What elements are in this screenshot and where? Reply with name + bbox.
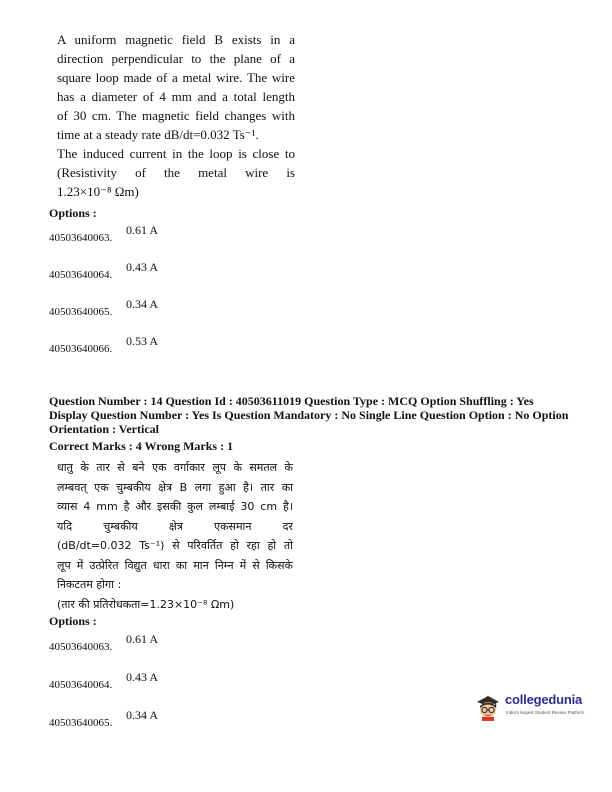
question-line: लम्बवत् एक चुम्बकीय क्षेत्र B लगा हुआ है। तार का — [57, 480, 293, 494]
question-line: (तार की प्रतिरोधकता=1.23×10⁻⁸ Ωm) — [57, 597, 235, 611]
question-line: व्यास 4 mm है और इसकी कुल लम्बाई 30 cm है। — [57, 500, 293, 513]
question-line: of 30 cm. The magnetic field changes with — [57, 108, 295, 123]
brand-name: collegedunia — [505, 692, 583, 707]
meta-line: Orientation : Vertical — [49, 422, 159, 436]
question-text-english — [57, 30, 295, 201]
marks-line: Correct Marks : 4 Wrong Marks : 1 — [49, 439, 234, 453]
question-metadata — [49, 394, 589, 453]
question-line: यदि चुम्बकीय क्षेत्र एकसमान दर — [57, 519, 293, 533]
question-line: 1.23×10⁻⁸ Ωm) — [57, 184, 139, 199]
option-value: 0.34 A — [126, 297, 159, 311]
option-item[interactable] — [49, 632, 159, 653]
question-line: has a diameter of 4 mm and a total length — [57, 89, 295, 104]
question-text-hindi — [57, 458, 293, 614]
option-item[interactable] — [49, 708, 159, 729]
option-item[interactable] — [49, 297, 159, 318]
question-line: धातु के तार से बने एक वर्गाकार लूप के समतल के — [57, 461, 293, 474]
question-line: A uniform magnetic field B exists in a — [57, 32, 295, 47]
question-line: The induced current in the loop is close to — [57, 146, 295, 161]
option-item[interactable] — [49, 223, 159, 244]
options-heading: Options : — [49, 206, 97, 220]
brand-tagline: India's largest Student Review Platform — [506, 710, 585, 715]
options-heading: Options : — [49, 614, 97, 628]
option-id: 40503640064. — [49, 679, 113, 691]
option-value: 0.43 A — [126, 260, 159, 274]
collegedunia-logo — [474, 689, 594, 725]
student-mascot-icon — [474, 693, 502, 721]
question-line: time at a steady rate dB/dt=0.032 Ts⁻¹. — [57, 127, 259, 142]
option-item[interactable] — [49, 260, 159, 281]
option-value: 0.53 A — [126, 334, 159, 348]
meta-line: Display Question Number : Yes Is Question Mandatory : No Single Line Question Option : No Option — [49, 408, 569, 422]
option-value: 0.61 A — [126, 632, 159, 646]
option-value: 0.61 A — [126, 223, 159, 237]
option-id: 40503640065. — [49, 306, 113, 318]
option-id: 40503640066. — [49, 343, 113, 355]
question-line: direction perpendicular to the plane of a — [57, 51, 295, 66]
option-id: 40503640063. — [49, 641, 113, 653]
question-line: (dB/dt=0.032 Ts⁻¹) से परिवर्तित हो रहा हो तो — [57, 539, 293, 552]
option-id: 40503640064. — [49, 269, 113, 281]
option-item[interactable] — [49, 334, 159, 355]
question-line: (Resistivity of the metal wire is — [57, 165, 295, 180]
option-item[interactable] — [49, 670, 159, 691]
option-value: 0.43 A — [126, 670, 159, 684]
question-line: लूप में उत्प्रेरित विद्युत धारा का मान निम्न में से किसके — [57, 558, 293, 572]
meta-line: Question Number : 14 Question Id : 40503611019 Question Type : MCQ Option Shuffling : Yes — [49, 394, 534, 408]
question-line: square loop made of a metal wire. The wire — [57, 70, 295, 85]
question-line: निकटतम होगा : — [57, 578, 122, 591]
option-id: 40503640063. — [49, 232, 113, 244]
option-id: 40503640065. — [49, 717, 113, 729]
option-value: 0.34 A — [126, 708, 159, 722]
